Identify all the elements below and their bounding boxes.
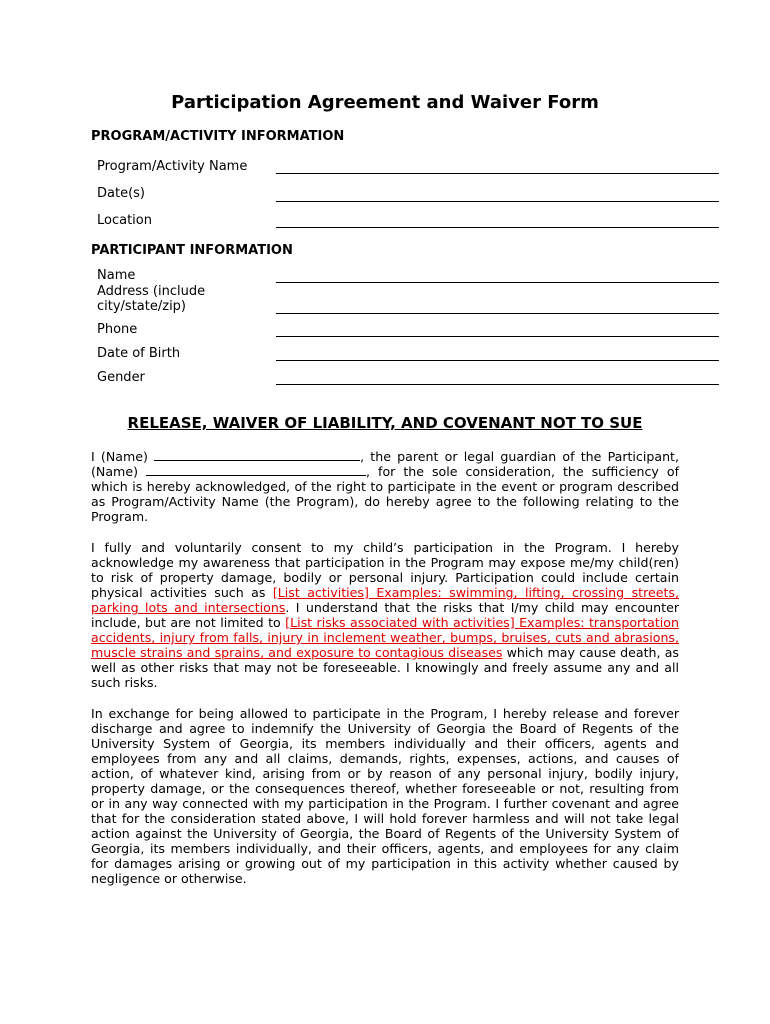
- participant-name-label: Name: [97, 268, 136, 283]
- activities-placeholder: [List activities] Examples: swimming, lifting, crossing streets, parking lots and intersections: [91, 585, 679, 615]
- participant-dob-label: Date of Birth: [97, 346, 181, 361]
- participant-phone-field[interactable]: [276, 336, 719, 337]
- program-section-heading: PROGRAM/ACTIVITY INFORMATION: [91, 129, 345, 144]
- form-title: Participation Agreement and Waiver Form: [171, 92, 599, 113]
- p2-part-c: . I understand that the risks that I/my child may encounter include, but are not limited to: [91, 600, 679, 630]
- program-location-label: Location: [97, 213, 152, 228]
- participant-address-field[interactable]: [276, 313, 719, 314]
- participant-name-blank[interactable]: [146, 464, 366, 476]
- risks-placeholder: [List risks associated with activities] Examples: transportation accidents, injury from falls, injury in inclement weather, bumps, bruises, cuts and abrasions, muscle strains and sprains, and exposure to contagious diseases: [91, 615, 679, 660]
- participant-dob-field[interactable]: [276, 360, 719, 361]
- release-paragraph-1: [91, 449, 679, 524]
- program-location-field[interactable]: [276, 227, 719, 228]
- participant-gender-field[interactable]: [276, 384, 719, 385]
- p1-part-c: (Name): [91, 464, 138, 479]
- participant-phone-label: Phone: [97, 322, 138, 337]
- p2-part-e: which may cause death, as well as other risks that may not be foreseeable. I knowingly and freely assume any and all such risks.: [91, 645, 679, 690]
- address-label-line1: Address (include: [97, 284, 206, 299]
- program-dates-label: Date(s): [97, 186, 145, 201]
- p1-part-b: , the parent or legal guardian of the Participant,: [360, 449, 679, 464]
- release-paragraph-2: [91, 540, 679, 690]
- guardian-name-blank[interactable]: [154, 449, 360, 461]
- program-name-label: Program/Activity Name: [97, 159, 248, 174]
- participant-address-label: [97, 284, 205, 314]
- program-name-field[interactable]: [276, 173, 719, 174]
- program-dates-field[interactable]: [276, 201, 719, 202]
- p1-part-d: , for the sole consideration, the sufficiency of which is hereby acknowledged, of the right to participate in the event or program described as Program/Activity Name (the Program), do hereby agree to the following relating to the Program.: [91, 464, 679, 524]
- participant-gender-label: Gender: [97, 370, 145, 385]
- p2-part-a: I fully and voluntarily consent to my child’s participation in the Program. I hereby acknowledge my awareness that participation in the Program may expose me/my child(ren) to risk of property damage, bodily or personal injury. Participation could include certain physical activities such as: [91, 540, 679, 600]
- release-paragraph-3: In exchange for being allowed to participate in the Program, I hereby release and forever discharge and agree to indemnify the University of Georgia the Board of Regents of the University System of Georgia, its members individually and their officers, agents and employees from any and all claims, demands, rights, expenses, actions, and causes of action, of whatever kind, arising from or by reason of any personal injury, bodily injury, property damage, or the consequences thereof, whether foreseeable or not, resulting from or in any way connected with my participation in the Program. I further covenant and agree that for the consideration stated above, I will hold forever harmless and will not take legal action against the University of Georgia, the Board of Regents of the University System of Georgia, its members individually, and their officers, agents, and employees for any claim for damages arising or growing out of my participation in this activity whether caused by negligence or otherwise.: [91, 706, 679, 886]
- address-label-line2: city/state/zip): [97, 299, 187, 314]
- participant-section-heading: PARTICIPANT INFORMATION: [91, 243, 293, 258]
- p1-part-a: I (Name): [91, 449, 148, 464]
- participant-name-field[interactable]: [276, 282, 719, 283]
- release-title: RELEASE, WAIVER OF LIABILITY, AND COVENANT NOT TO SUE: [127, 414, 643, 432]
